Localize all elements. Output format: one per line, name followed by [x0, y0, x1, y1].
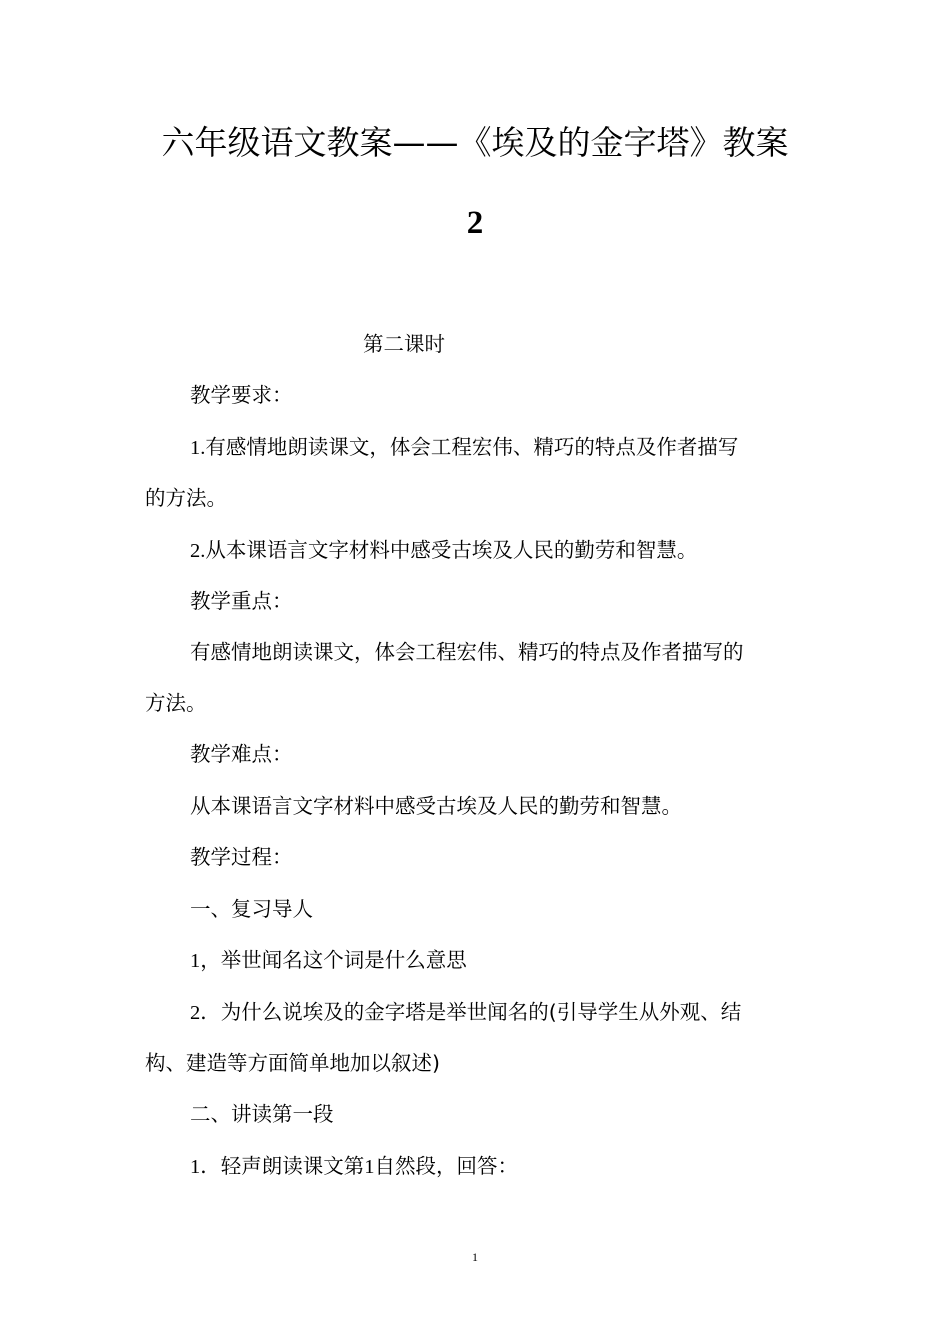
question-1 — [190, 946, 467, 975]
question-1-number: 1 — [190, 950, 201, 972]
key-points-continued: 方法。 — [145, 691, 207, 715]
question-2-text: ．为什么说埃及的金字塔是举世闻名的(引导学生从外观、结 — [200, 1000, 742, 1024]
part-2-heading: 二、讲读第一段 — [190, 1102, 334, 1126]
part-2-question-1-number: 1 — [190, 1156, 201, 1178]
process-heading: 教学过程： — [190, 845, 293, 869]
question-2 — [190, 998, 741, 1027]
part-2-question-1-text-b: 自然段，回答： — [374, 1154, 518, 1178]
key-points-text: 有感情地朗读课文，体会工程宏伟、精巧的特点及作者描写的 — [190, 640, 744, 664]
difficulties-heading: 教学难点： — [190, 742, 293, 766]
requirement-2-number: 2. — [190, 540, 206, 562]
document-title: 六年级语文教案——《埃及的金字塔》教案 — [161, 123, 789, 162]
key-points-heading: 教学重点： — [190, 589, 293, 613]
part-2-question-1-paragraph-number: 1 — [364, 1156, 375, 1178]
requirement-2-text: 从本课语言文字材料中感受古埃及人民的勤劳和智慧。 — [205, 538, 698, 562]
question-1-text: ，举世闻名这个词是什么意思 — [200, 948, 467, 972]
part-2-question-1-text-a: ．轻声朗读课文第 — [200, 1154, 365, 1178]
teaching-requirements-heading: 教学要求： — [190, 383, 293, 407]
part-1-heading: 一、复习导人 — [190, 897, 313, 921]
section-title: 第二课时 — [363, 332, 445, 356]
question-2-continued: 构、建造等方面简单地加以叙述) — [145, 1051, 440, 1075]
requirement-2 — [190, 536, 697, 565]
requirement-1-text: 有感情地朗读课文，体会工程宏伟、精巧的特点及作者描写 — [205, 435, 739, 459]
part-2-question-1 — [190, 1152, 518, 1181]
page-number: 1 — [472, 1250, 478, 1264]
question-2-number: 2 — [190, 1002, 201, 1024]
requirement-1-number: 1. — [190, 437, 206, 459]
difficulties-text: 从本课语言文字材料中感受古埃及人民的勤劳和智慧。 — [190, 794, 682, 818]
requirement-1-continued: 的方法。 — [145, 486, 227, 510]
document-title-suffix: 2 — [466, 205, 484, 241]
requirement-1 — [190, 433, 738, 462]
